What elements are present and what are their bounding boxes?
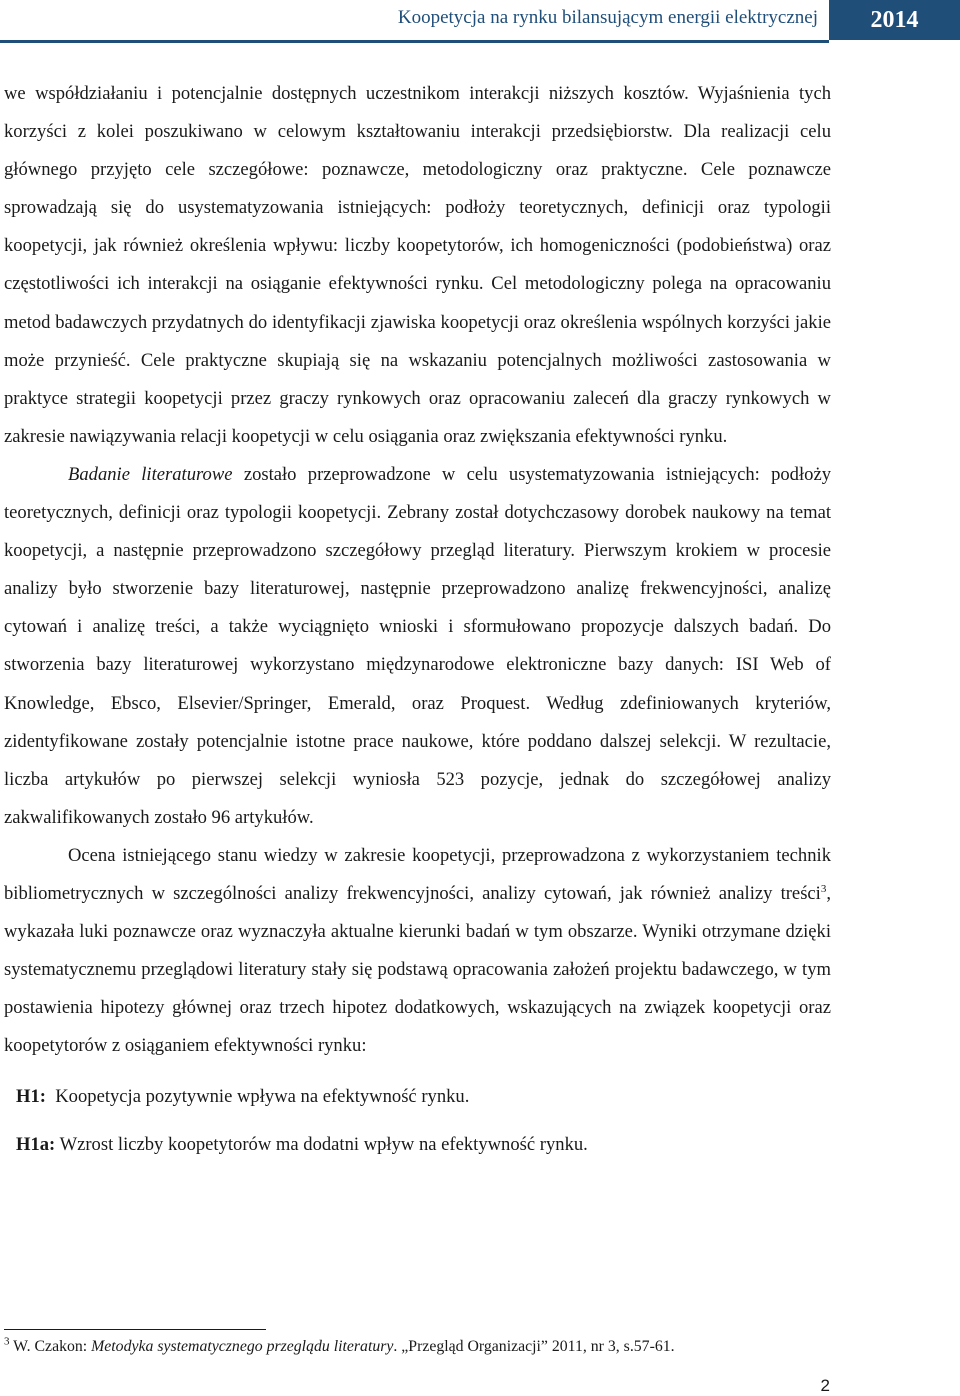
hypothesis-h1 [4, 1085, 831, 1109]
hypothesis-text: Wzrost liczby koopetytorów ma dodatni wpływ na efektywność rynku. [59, 1134, 588, 1156]
body-text [4, 75, 831, 1157]
paragraph-literature-review [4, 456, 831, 837]
page-header [0, 0, 960, 40]
header-title: Koopetycja na rynku bilansującym energii elektrycznej [397, 7, 818, 28]
paragraph-assessment-text-b: , wykazała luki poznawcze oraz wyznaczyła aktualne kierunki badań w tym obszarze. Wyniki otrzymane dzięki systematycznemu przeglądowi literatury stały się podstawą opracowania założeń projektu badawczego, w tym postawienia hipotezy głównej oraz trzech hipotez dodatkowych, wskazujących na związek koopetycji oraz koopetytorów z osiąganiem efektywności rynku: [4, 882, 831, 1057]
hypothesis-label: H1a: [16, 1134, 56, 1156]
page-number: 2 [820, 1376, 830, 1395]
footnote-divider [4, 1329, 266, 1330]
footnote-ref[interactable]: 3 [820, 882, 827, 895]
emphasis-literature-study: Badanie literaturowe [68, 463, 233, 485]
paragraph-literature-review-text: zostało przeprowadzone w celu usystematyzowania istniejących: podłoży teoretycznych, definicji oraz typologii koopetycji. Zebrany został dotychczasowy dorobek naukowy na temat koopetycji, a następnie przeprowadzono szczegółowy przegląd literatury. Pierwszym krokiem w procesie analizy było stworzenie bazy literaturowej, następnie przeprowadzono analizę frekwencyjności, analizę cytowań i analizę treści, a także wyciągnięto wnioski i sformułowano propozycje dalszych badań. Do stworzenia bazy literaturowej wykorzystano międzynarodowe elektroniczne bazy danych: ISI Web of Knowledge, Ebsco, Elsevier/Springer, Emerald, oraz Proquest. Według zdefiniowanych kryteriów, zidentyfikowane zostały potencjalnie istotne prace naukowe, które poddano dalszej selekcji. W rezultacie, liczba artykułów po pierwszej selekcji wyniosła 523 pozycje, jednak do szczegółowej analizy zakwalifikowanych zostało 96 artykułów. [4, 463, 831, 828]
paragraph-assessment-text-a: Ocena istniejącego stanu wiedzy w zakresie koopetycji, przeprowadzona z wykorzystaniem technik bibliometrycznych w szczególności analizy frekwencyjności, analizy cytowań, jak również analizy treści [4, 844, 831, 904]
footnote [4, 1336, 831, 1358]
hypothesis-label: H1: [16, 1086, 46, 1108]
header-divider [0, 40, 829, 43]
paragraph-assessment [4, 837, 831, 1066]
footnote-number: 3 [4, 1335, 10, 1348]
hypothesis-h1a [4, 1133, 831, 1157]
paragraph-objectives: we współdziałaniu i potencjalnie dostępnych uczestnikom interakcji niższych kosztów. Wyjaśnienia tych korzyści z kolei poszukiwano w celowym kształtowaniu interakcji przedsiębiorstw. Dla realizacji celu głównego przyjęto cele szczegółowe: poznawcze, metodologiczny oraz praktyczne. Cele poznawcze sprowadzają się do usystematyzowania istniejących: podłoży teoretycznych, definicji oraz typologii koopetycji, jak również określenia wpływu: liczby koopetytorów, ich homogeniczności (podobieństwa) oraz częstotliwości ich interakcji na osiąganie efektywności rynku. Cel metodologiczny polega na opracowaniu metod badawczych przydatnych do identyfikacji zjawiska koopetycji oraz określenia wspólnych korzyści jakie może przynieść. Cele praktyczne skupiają się na wskazaniu potencjalnych możliwości zastosowania w praktyce strategii koopetycji przez graczy rynkowych oraz opracowaniu zaleceń dla graczy rynkowych w zakresie nawiązywania relacji koopetycji w celu osiągania oraz zwiększania efektywności rynku. [4, 83, 831, 447]
header-year-badge: 2014 [829, 0, 960, 40]
hypothesis-text: Koopetycja pozytywnie wpływa na efektywność rynku. [55, 1086, 470, 1108]
footnote-title: Metodyka systematycznego przeglądu literatury [91, 1338, 394, 1355]
footnote-author: W. Czakon: [9, 1338, 92, 1355]
footnote-source: . „Przegląd Organizacji” 2011, nr 3, s.57-61. [393, 1338, 675, 1355]
